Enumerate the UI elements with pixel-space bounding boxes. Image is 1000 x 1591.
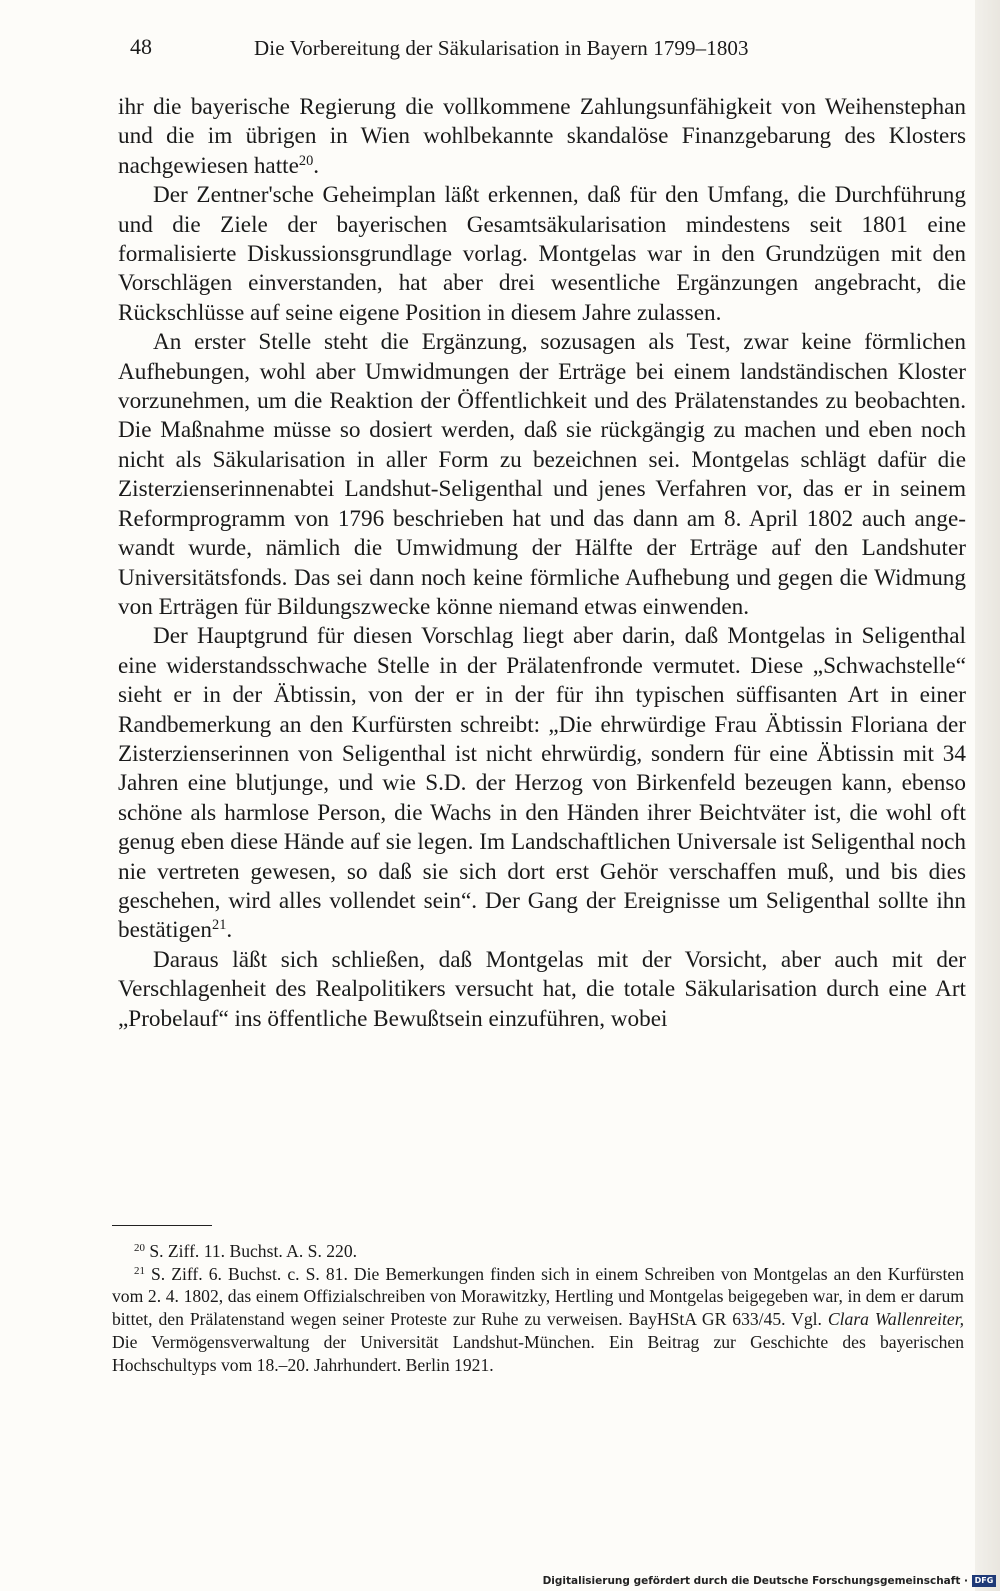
- page-header: [124, 34, 962, 70]
- footnote-author: Clara Wallenreiter,: [827, 1309, 964, 1330]
- paragraph: Der Zentner'sche Geheimplan läßt erkennen, daß für den Umfang, die Durchführung und die Ziele der bayerischen Gesamtsäkularisation mindestens seit 1801 eine formalisierte Diskussionsgrundlage vorlag. Montgelas war in den Grundzügen mit den Vorschlägen einverstanden, hat aber drei wesentliche Ergänzungen angebracht, die Rückschlüsse auf seine eigene Position in diesem Jahre zulassen.: [118, 182, 966, 326]
- footnote: [112, 1240, 964, 1263]
- paragraph: Daraus läßt sich schließen, daß Montgelas mit der Vorsicht, aber auch mit der Verschlagenheit des Realpolitikers versucht hat, die totale Säkularisation durch eine Art „Probelauf“ ins öffentliche Bewußtsein einzuführen, wobei: [118, 946, 966, 1032]
- footnote-text: S. Ziff. 6. Buchst. c. S. 81. Die Bemerkungen finden sich in einem Schreiben von Montgelas an den Kurfürsten vom 2. 4. 1802, das einem Offizialschreiben von Morawitzky, Hertling und Montgelas beigegeben war, in dem er darum bittet, den Prälatenstand wegen seiner Proteste zur Ruhe zu verweisen. BayHStA GR 633/45. Vgl.: [112, 1263, 964, 1330]
- footnote-ref: 21: [212, 917, 227, 934]
- footnote-text: S. Ziff. 11. Buchst. A. S. 220.: [149, 1241, 358, 1261]
- page-number: 48: [130, 34, 152, 59]
- footnote-number: 20: [134, 1242, 145, 1254]
- paragraph-text: Der Hauptgrund für diesen Vorschlag liegt aber darin, daß Montgelas in Seligenthal eine widerstandsschwache Stelle in der Prälatenfronde vermutet. Diese „Schwachstelle“ sieht er in der Äbtissin, von der er in der für ihn typischen süffisanten Art in einer Randbemerkung an den Kurfürsten schreibt: „Die ehrwürdige Frau Äbtissin Floriana der Zisterzienserinnen von Seligenthal ist nicht ehrwürdig, sondern für eine Äbtissin mit 34 Jahren eine blutjunge, und wie S.D. der Herzog von Birkenfeld bezeugen kann, ebenso schöne als harmlose Person, die Wachs in den Händen ihrer Beichtväter ist, die wohl oft genug eben diese Hände auf sie legen. Im Landschaftlichen Universale ist Seligenthal noch nie vertreten gewesen, so daß sie sich dort erst Gehör verschaffen muß, und bis dies geschehen, wird alles vollendet sein“. Der Gang der Ereignisse um Seligenthal sollte ihn bestätigen: [118, 623, 966, 944]
- footnotes: [112, 1240, 964, 1376]
- digitization-credit: Digitalisierung gefördert durch die Deutsche Forschungsgemeinschaft ·: [542, 1575, 968, 1587]
- paragraph: An erster Stelle steht die Ergänzung, sozusagen als Test, zwar keine förmlichen Aufhebungen, wohl aber Umwidmungen der Erträge bei einem landständischen Kloster vorzunehmen, um die Reaktion der Öffentlichkeit und des Prälatenstandes zu beobachten. Die Maßnahme müsse so dosiert werden, daß sie rückgängig zu machen und eben noch nicht als Säkularisation in aller Form zu bezeichnen sei. Montgelas schlägt dafür die Zisterzienserinnenabtei Landshut-Seligenthal und jenes Verfahren vor, das er in seinem Reformprogramm von 1796 beschrieben hat und das dann am 8. April 1802 auch angewandt wurde, nämlich die Umwidmung der Hälfte der Erträge auf den Landshuter Universitätsfonds. Das sei dann noch keine förmliche Aufhebung und gegen die Widmung von Erträgen für Bildungszwecke könne niemand etwas einwenden.: [118, 329, 966, 620]
- paragraph: [118, 93, 966, 181]
- footnote-divider: [112, 1225, 212, 1226]
- dfg-logo: DFG: [972, 1575, 996, 1587]
- sentence-end: .: [226, 917, 233, 944]
- footnote: [112, 1263, 964, 1377]
- paragraph: [118, 622, 966, 945]
- sentence-end: .: [313, 152, 320, 179]
- footnote-text: Die Vermögensverwaltung der Universität Landshut-München. Ein Beitrag zur Geschichte des bayerischen Hochschultyps vom 18.–20. Jahrhundert. Berlin 1921.: [112, 1331, 964, 1375]
- running-title: Die Vorbereitung der Säkularisation in Bayern 1799–1803: [254, 36, 749, 60]
- footnote-number: 21: [134, 1264, 145, 1277]
- paragraph-text: ihr die bayerische Regierung die vollkommene Zahlungsunfähigkeit von Weihenstephan und die im übrigen in Wien wohlbekannte skandalöse Finanzgebarung des Klosters nachgewiesen hatte: [118, 94, 966, 179]
- footnote-ref: 20: [298, 152, 314, 169]
- main-text: [118, 93, 966, 1034]
- page-edge: [975, 0, 1000, 1591]
